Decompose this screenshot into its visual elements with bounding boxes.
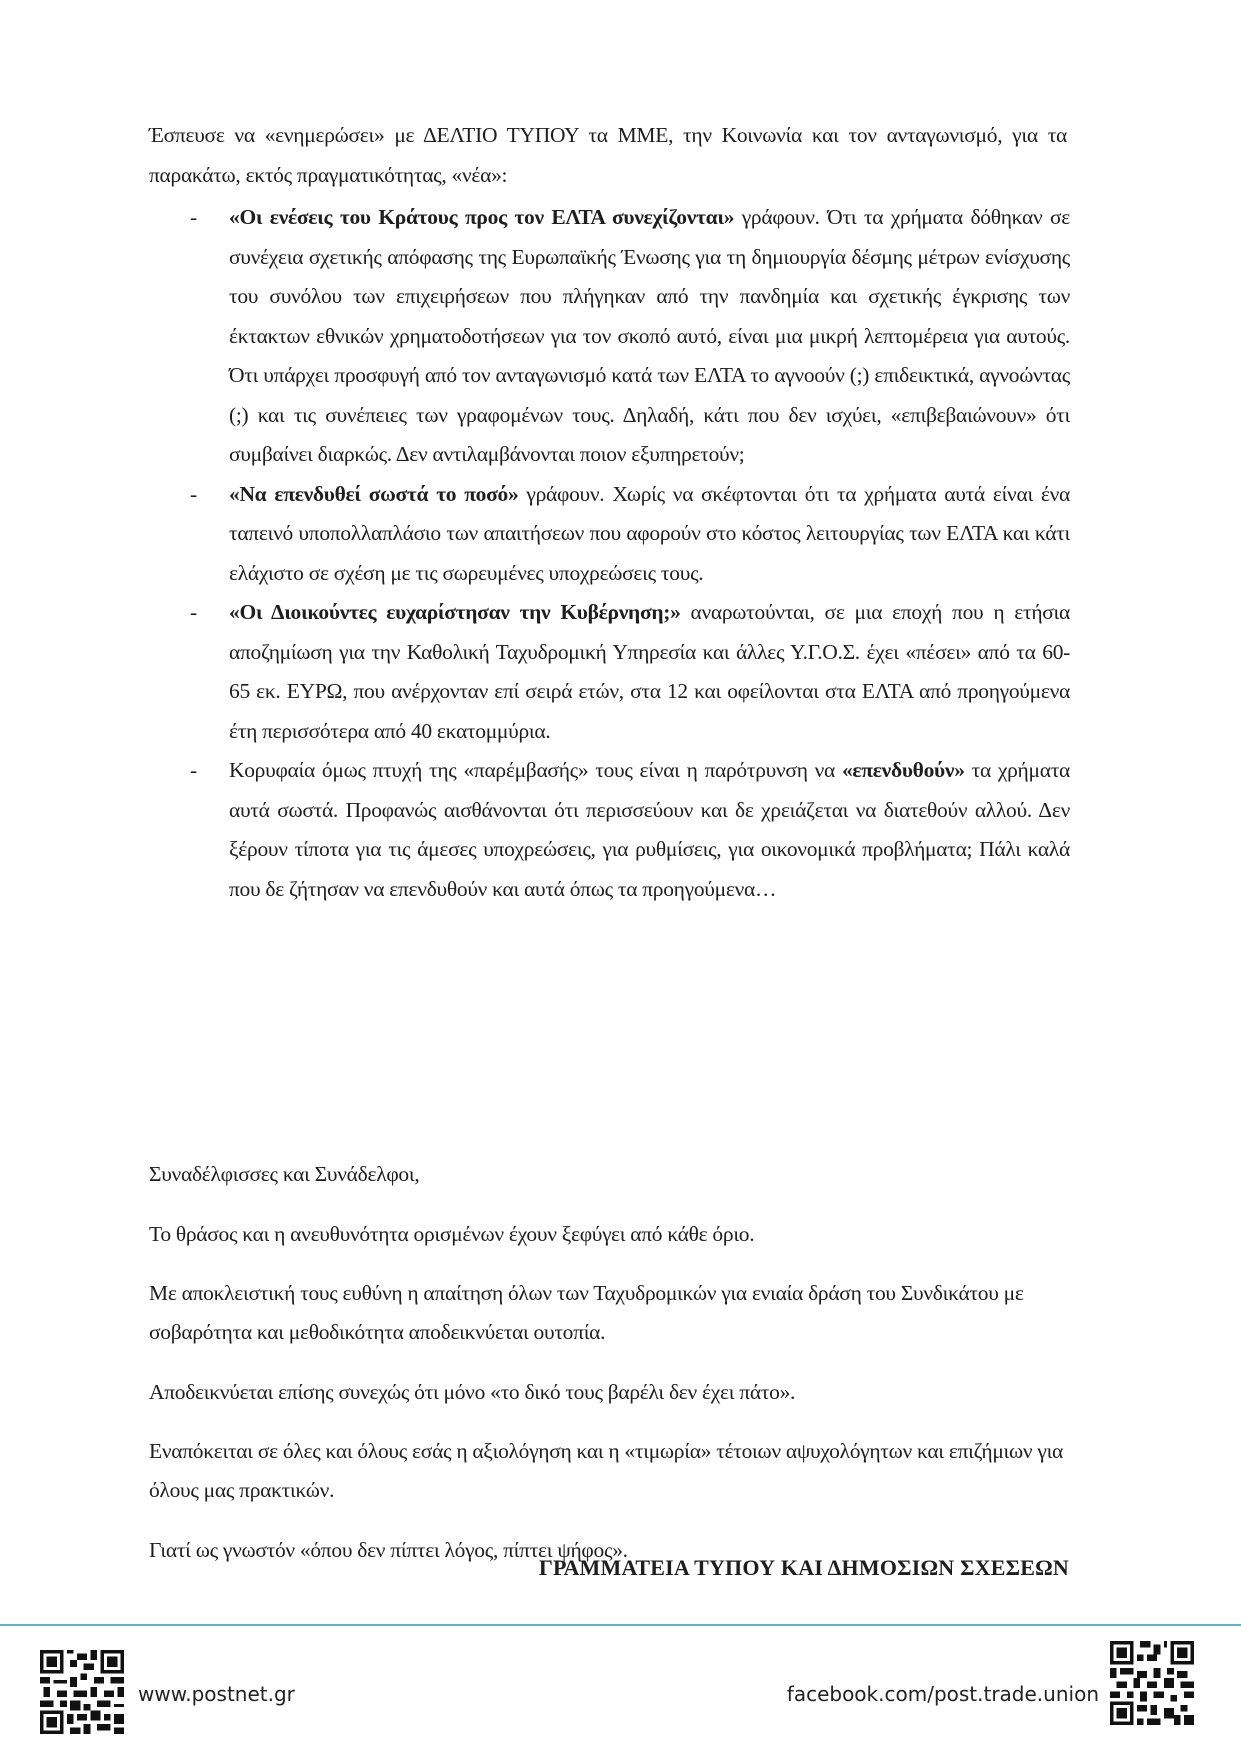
item-text: γράφουν. Ότι τα χρήματα δόθηκαν σε συνέχεια σχετικής απόφασης της Ευρωπαϊκής Ένωσης για τη δημιουργία δέσμης μέτρων ενίσχυσης του συνόλου των επιχειρήσεων που πλήγηκαν από την πανδημία και σχετικής έγκρισης των έκτακτων εθνικών χρηματοδοτήσεων για τον σκοπό αυτό, είναι μια μικρή λεπτομέρεια για αυτούς. Ότι υπάρχει προσφυγή από τον ανταγωνισμό κατά των ΕΛΤΑ το αγνοούν (;) επιδεικτικά, αγνοώντας (;) και τις συνέπειες των γραφομένων τους. Δηλαδή, κάτι που δεν ισχύει, «επιβεβαιώνουν» ότι συμβαίνει διαρκώς. Δεν αντιλαμβάνονται ποιον εξυπηρετούν;: [229, 205, 1070, 466]
list-item: [185, 751, 1070, 909]
list-item: [185, 198, 1070, 475]
item-bold-quote: «Οι ενέσεις του Κράτους προς τον ΕΛΤΑ συνεχίζονται»: [229, 205, 735, 229]
bullet-dash: -: [190, 205, 197, 229]
qr-code-icon: [40, 1650, 124, 1734]
item-bold-quote: «Οι Διοικούντες ευχαρίστησαν την Κυβέρνηση;»: [229, 600, 681, 624]
item-text: τα χρήματα αυτά σωστά. Προφανώς αισθάνονται ότι περισσεύουν και δε χρειάζεται να διατεθούν αλλού. Δεν ξέρουν τίποτα για τις άμεσες υποχρεώσεις, για ρυθμίσεις, για οικονομικά προβλήματα; Πάλι καλά που δε ζήτησαν να επενδυθούν και αυτά όπως τα προηγούμενα…: [229, 758, 1070, 901]
footer-divider: [0, 1624, 1241, 1626]
closing-section: [149, 1154, 1067, 1590]
item-bold-quote: «επενδυθούν»: [841, 758, 965, 782]
intro-paragraph: Έσπευσε να «ενημερώσει» με ΔΕΛΤΙΟ ΤΥΠΟΥ τα ΜΜΕ, την Κοινωνία και τον ανταγωνισμό, για τα παρακάτω, εκτός πραγματικότητας, «νέα»:: [149, 123, 1067, 187]
qr-code-icon: [1110, 1641, 1194, 1725]
list-item: [185, 593, 1070, 751]
signature: ΓΡΑΜΜΑΤΕΙΑ ΤΥΠΟΥ ΚΑΙ ΔΗΜΟΣΙΩΝ ΣΧΕΣΕΩΝ: [538, 1555, 1069, 1580]
item-bold-quote: «Να επενδυθεί σωστά το ποσό»: [229, 481, 519, 506]
bullet-dash: -: [190, 481, 197, 506]
closing-paragraph: Το θράσος και η ανευθυνότητα ορισμένων έχουν ξεφύγει από κάθε όριο.: [149, 1222, 755, 1246]
closing-paragraph: Με αποκλειστική τους ευθύνη η απαίτηση όλων των Ταχυδρομικών για ενιαία δράση του Συνδικάτου με σοβαρότητα και μεθοδικότητα αποδεικνύεται ουτοπία.: [149, 1281, 1024, 1344]
item-text-pre: Κορυφαία όμως πτυχή της «παρέμβασής» τους είναι η παρότρυνση να: [229, 758, 842, 782]
website-link[interactable]: www.postnet.gr: [138, 1682, 295, 1706]
bullet-dash: -: [190, 600, 197, 624]
item-text: γράφουν. Χωρίς να σκέφτονται ότι τα χρήματα αυτά είναι ένα ταπεινό υποπολλαπλάσιο των απαιτήσεων που αφορούν στο κόστος λειτουργίας των ΕΛΤΑ και κάτι ελάχιστο σε σχέση με τις σωρευμένες υποχρεώσεις τους.: [229, 481, 1070, 585]
closing-paragraph: Εναπόκειται σε όλες και όλους εσάς η αξιολόγηση και η «τιμωρία» τέτοιων αψυχολόγητων και επιζήμιων για όλους μας πρακτικών.: [149, 1439, 1064, 1502]
list-item: [185, 475, 1070, 594]
item-text: αναρωτούνται, σε μια εποχή που η ετήσια αποζημίωση για την Καθολική Ταχυδρομική Υπηρεσία και άλλες Υ.Γ.Ο.Σ. έχει «πέσει» από τα 60-65 εκ. ΕΥΡΩ, που ανέρχονταν επί σειρά ετών, στα 12 και οφείλονται στα ΕΛΤΑ από προηγούμενα έτη περισσότερα από 40 εκατομμύρια.: [229, 600, 1070, 743]
facebook-link[interactable]: facebook.com/post.trade.union: [786, 1682, 1099, 1706]
salutation: Συναδέλφισσες και Συνάδελφοι,: [149, 1162, 420, 1186]
closing-paragraph: Γιατί ως γνωστόν «όπου δεν πίπτει λόγος, πίπτει ψήφος».: [149, 1538, 628, 1562]
closing-paragraph: Αποδεικνύεται επίσης συνεχώς ότι μόνο «το δικό τους βαρέλι δεν έχει πάτο».: [149, 1380, 796, 1404]
bullet-list: [185, 198, 1070, 909]
bullet-dash: -: [190, 758, 197, 782]
